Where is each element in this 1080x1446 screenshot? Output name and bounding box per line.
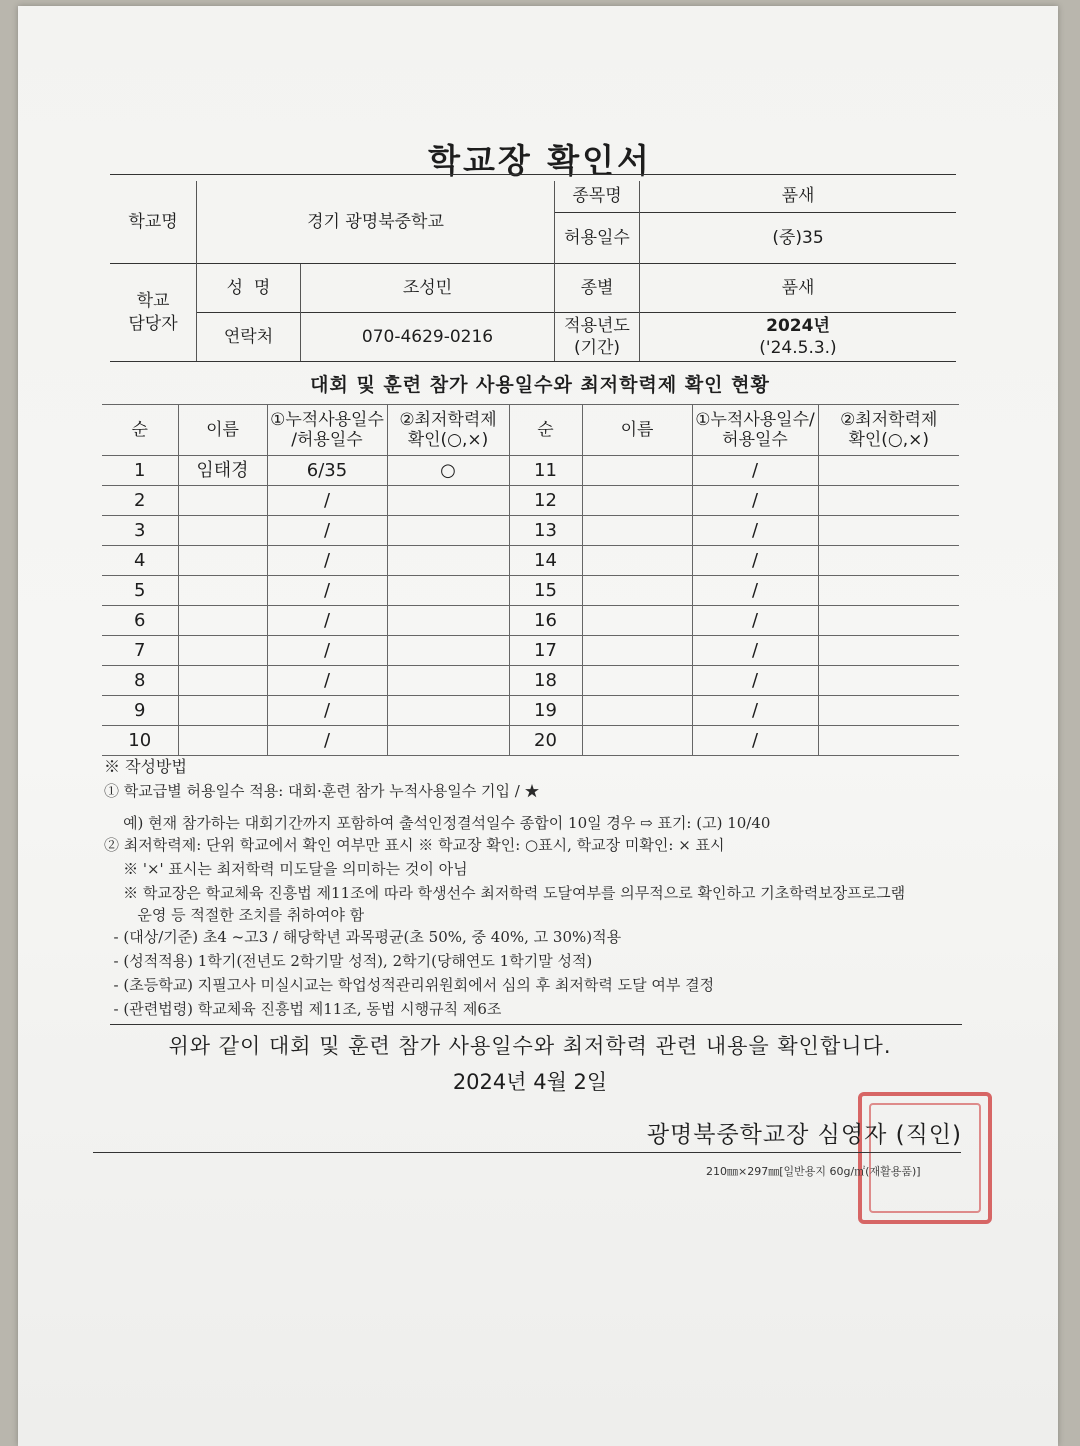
section-title: 대회 및 훈련 참가 사용일수와 최저학력제 확인 현황 <box>310 374 770 396</box>
cell-check <box>387 546 509 576</box>
cell-days2: / <box>692 546 818 576</box>
cell-no: 8 <box>102 666 178 696</box>
cell-no2: 11 <box>509 456 582 486</box>
cell-name <box>178 696 267 726</box>
note-line: 예) 현재 참가하는 대회기간까지 포함하여 출석인정결석일수 종합이 10일 경우 ⇨ 표기: (고) 10/40 <box>104 814 771 832</box>
cell-name2 <box>582 696 692 726</box>
table-header-row <box>102 405 959 456</box>
year-label-line2: (기간) <box>573 338 621 358</box>
header-no-2: 순 <box>509 405 582 456</box>
cell-check2 <box>818 456 959 486</box>
cell-no2: 12 <box>509 486 582 516</box>
cell-no: 2 <box>102 486 178 516</box>
table-row <box>102 486 959 516</box>
note-line: - (성적적용) 1학기(전년도 2학기말 성적), 2학기(당해연도 1학기말 성적) <box>104 952 593 970</box>
cell-check <box>387 516 509 546</box>
cell-name <box>178 546 267 576</box>
event-label: 종목명 <box>572 186 622 207</box>
cell-no2: 16 <box>509 606 582 636</box>
cell-name <box>178 726 267 756</box>
cell-check <box>387 696 509 726</box>
cell-days: / <box>267 636 387 666</box>
type-label: 종별 <box>580 277 614 298</box>
cell-days: / <box>267 606 387 636</box>
info-top-border <box>110 174 956 175</box>
cell-days2: / <box>692 486 818 516</box>
cell-name <box>178 576 267 606</box>
cell-check2 <box>818 666 959 696</box>
header-check-l1: ②최저학력제 <box>399 409 497 430</box>
contact-label-line1: 학교 <box>136 291 170 312</box>
year-value-line2: ('24.5.3.) <box>759 338 837 358</box>
allowed-days-value: (중)35 <box>772 227 824 248</box>
type-value: 품새 <box>781 277 815 298</box>
cell-days: / <box>267 726 387 756</box>
event-value: 품새 <box>781 186 815 207</box>
cell-days: / <box>267 576 387 606</box>
header-days2-l2: 허용일수 <box>722 430 788 450</box>
cell-name2 <box>582 516 692 546</box>
table-row <box>102 726 959 756</box>
cell-no2: 19 <box>509 696 582 726</box>
note-line: - (대상/기준) 초4 ~고3 / 해당학년 과목평균(초 50%, 중 40%, 고 30%)적용 <box>104 928 622 946</box>
table-row <box>102 546 959 576</box>
cell-days2: / <box>692 636 818 666</box>
note-line: ※ 작성방법 <box>104 757 187 776</box>
cell-name <box>178 516 267 546</box>
cell-check2 <box>818 636 959 666</box>
principal-signature: 광명북중학교장 심영자 (직인) <box>646 1122 962 1148</box>
school-value: 경기 광명북중학교 <box>307 211 444 232</box>
cell-check <box>387 726 509 756</box>
cell-days: / <box>267 696 387 726</box>
table-row <box>102 606 959 636</box>
header-no: 순 <box>102 405 178 456</box>
paper-spec: 210㎜×297㎜[일반용지 60g/㎡(재활용품)] <box>706 1165 921 1178</box>
note-line: - (관련법령) 학교체육 진흥법 제11조, 동법 시행규칙 제6조 <box>104 1000 502 1018</box>
cell-no: 10 <box>102 726 178 756</box>
cell-name <box>178 636 267 666</box>
note-line: ① 학교급별 허용일수 적용: 대회·훈련 참가 누적사용일수 기입 / ★ <box>104 782 540 800</box>
cell-name <box>178 666 267 696</box>
note-line: 운영 등 적절한 조치를 취하여야 함 <box>104 906 365 924</box>
cell-no2: 17 <box>509 636 582 666</box>
header-days-2 <box>692 405 818 456</box>
cell-check: ○ <box>387 456 509 486</box>
school-label: 학교명 <box>128 211 178 232</box>
phone-label: 연락처 <box>223 326 274 347</box>
header-name: 이름 <box>178 405 267 456</box>
cell-no2: 18 <box>509 666 582 696</box>
cell-check2 <box>818 576 959 606</box>
cell-days: 6/35 <box>267 456 387 486</box>
cell-days2: / <box>692 666 818 696</box>
header-days2-l1: ①누적사용일수/ <box>695 409 815 430</box>
cell-name2 <box>582 666 692 696</box>
cell-no2: 13 <box>509 516 582 546</box>
cell-days2: / <box>692 606 818 636</box>
note-line: ※ 학교장은 학교체육 진흥법 제11조에 따라 학생선수 최저학력 도달여부를 의무적으로 확인하고 기초학력보장프로그램 <box>104 884 906 902</box>
table-row <box>102 456 959 486</box>
cell-name <box>178 606 267 636</box>
cell-check2 <box>818 726 959 756</box>
header-days-l1: ①누적사용일수 <box>270 409 384 430</box>
header-check2-l2: 확인(○,×) <box>848 430 930 450</box>
cell-no: 1 <box>102 456 178 486</box>
table-row <box>102 576 959 606</box>
cell-check2 <box>818 606 959 636</box>
header-name-2: 이름 <box>582 405 692 456</box>
cell-name2 <box>582 606 692 636</box>
cell-no: 6 <box>102 606 178 636</box>
cell-name2 <box>582 726 692 756</box>
cell-days: / <box>267 516 387 546</box>
contact-person-label <box>110 264 196 361</box>
cell-days2: / <box>692 696 818 726</box>
confirmation-statement: 위와 같이 대회 및 훈련 참가 사용일수와 최저학력 관련 내용을 확인합니다. <box>168 1034 892 1058</box>
info-bottom-border <box>110 361 956 362</box>
cell-days2: / <box>692 456 818 486</box>
cell-name2 <box>582 546 692 576</box>
cell-check <box>387 606 509 636</box>
document-date: 2024년 4월 2일 <box>452 1070 608 1094</box>
year-label-line1: 적용년도 <box>564 315 630 336</box>
year-label <box>555 313 639 361</box>
header-check-l2: 확인(○,×) <box>407 430 489 450</box>
phone-value: 070-4629-0216 <box>361 326 494 347</box>
note-line: - (초등학교) 지필고사 미실시교는 학업성적관리위원회에서 심의 후 최저학력 도달 여부 결정 <box>104 976 715 994</box>
participation-table <box>102 404 959 756</box>
cell-no2: 15 <box>509 576 582 606</box>
cell-check2 <box>818 486 959 516</box>
cell-name <box>178 486 267 516</box>
cell-name: 임태경 <box>178 456 267 486</box>
name-value: 조성민 <box>402 277 453 298</box>
table-row <box>102 666 959 696</box>
header-check2-l1: ②최저학력제 <box>840 409 938 430</box>
cell-check <box>387 576 509 606</box>
cell-no: 9 <box>102 696 178 726</box>
year-value <box>640 313 956 361</box>
cell-check2 <box>818 696 959 726</box>
header-check <box>387 405 509 456</box>
cell-days2: / <box>692 576 818 606</box>
cell-check2 <box>818 516 959 546</box>
cell-check <box>387 486 509 516</box>
allowed-days-label: 허용일수 <box>564 227 630 248</box>
cell-days: / <box>267 666 387 696</box>
confirmation-top-line <box>110 1024 962 1025</box>
cell-no: 4 <box>102 546 178 576</box>
cell-check <box>387 636 509 666</box>
cell-check <box>387 666 509 696</box>
cell-name2 <box>582 636 692 666</box>
note-line: ※ '×' 표시는 최저학력 미도달을 의미하는 것이 아님 <box>104 860 468 878</box>
cell-days2: / <box>692 516 818 546</box>
table-row <box>102 636 959 666</box>
cell-no2: 14 <box>509 546 582 576</box>
cell-no: 5 <box>102 576 178 606</box>
note-line: ② 최저학력제: 단위 학교에서 확인 여부만 표시 ※ 학교장 확인: ○표시, 학교장 미확인: × 표시 <box>104 836 725 854</box>
header-check-2 <box>818 405 959 456</box>
year-value-line1: 2024년 <box>766 315 830 336</box>
cell-no2: 20 <box>509 726 582 756</box>
header-days-l2: /허용일수 <box>291 430 363 450</box>
signature-underline <box>93 1152 961 1153</box>
cell-no: 7 <box>102 636 178 666</box>
cell-name2 <box>582 486 692 516</box>
official-seal <box>858 1092 992 1224</box>
document-title: 학교장 확인서 <box>428 141 652 180</box>
cell-no: 3 <box>102 516 178 546</box>
cell-check2 <box>818 546 959 576</box>
cell-days: / <box>267 486 387 516</box>
name-label: 성 명 <box>226 277 271 298</box>
cell-name2 <box>582 576 692 606</box>
cell-days: / <box>267 546 387 576</box>
table-row <box>102 516 959 546</box>
table-row <box>102 696 959 726</box>
header-days <box>267 405 387 456</box>
cell-name2 <box>582 456 692 486</box>
contact-label-line2: 담당자 <box>128 313 178 334</box>
cell-days2: / <box>692 726 818 756</box>
